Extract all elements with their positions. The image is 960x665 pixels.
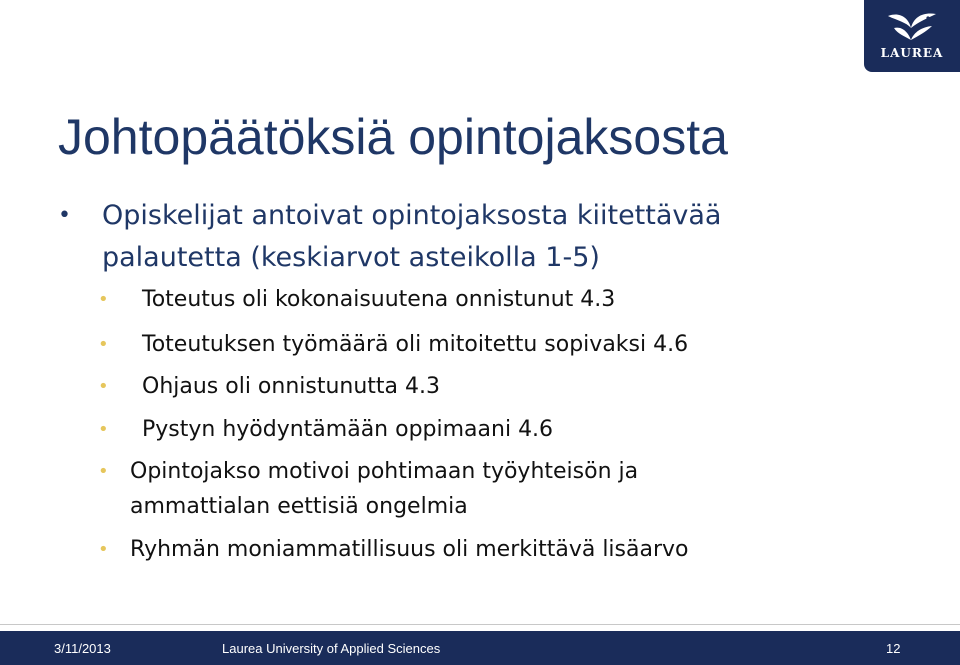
bullet-dot-icon: • [98, 539, 109, 560]
note-line-1: Opintojakso motivoi pohtimaan työyhteisön ja [130, 459, 639, 484]
page-number: 12 [886, 641, 901, 656]
rating-text: Toteutuksen työmäärä oli mitoitettu sopivaksi 4.6 [142, 332, 689, 357]
rating-text: Pystyn hyödyntämään oppimaani 4.6 [142, 417, 554, 442]
note-line-1: Ryhmän moniammatillisuus oli merkittävä lisäarvo [130, 537, 689, 562]
bullet-dot-icon: • [58, 203, 71, 228]
bullet-dot-icon: • [98, 461, 109, 482]
laurea-bird-icon [884, 10, 940, 44]
main-bullet-line-1: Opiskelijat antoivat opintojaksosta kiitettävää [102, 200, 722, 231]
note-line-2: ammattialan eettisiä ongelmia [130, 494, 468, 519]
main-bullet-line-2: palautetta (keskiarvot asteikolla 1-5) [102, 242, 600, 273]
logo-tab [864, 0, 960, 72]
bullet-dot-icon: • [98, 289, 109, 310]
bullet-dot-icon: • [98, 376, 109, 397]
rating-text: Ohjaus oli onnistunutta 4.3 [142, 374, 441, 399]
logo-wordmark: LAUREA [880, 46, 944, 60]
slide-title: Johtopäätöksiä opintojaksosta [58, 109, 728, 165]
footer-divider [0, 624, 960, 625]
bullet-dot-icon: • [98, 334, 109, 355]
rating-text: Toteutus oli kokonaisuutena onnistunut 4.3 [142, 287, 616, 312]
bullet-dot-icon: • [98, 419, 109, 440]
footer-date: 3/11/2013 [54, 641, 111, 656]
footer-bar [0, 631, 960, 665]
footer-organization: Laurea University of Applied Sciences [222, 641, 441, 656]
